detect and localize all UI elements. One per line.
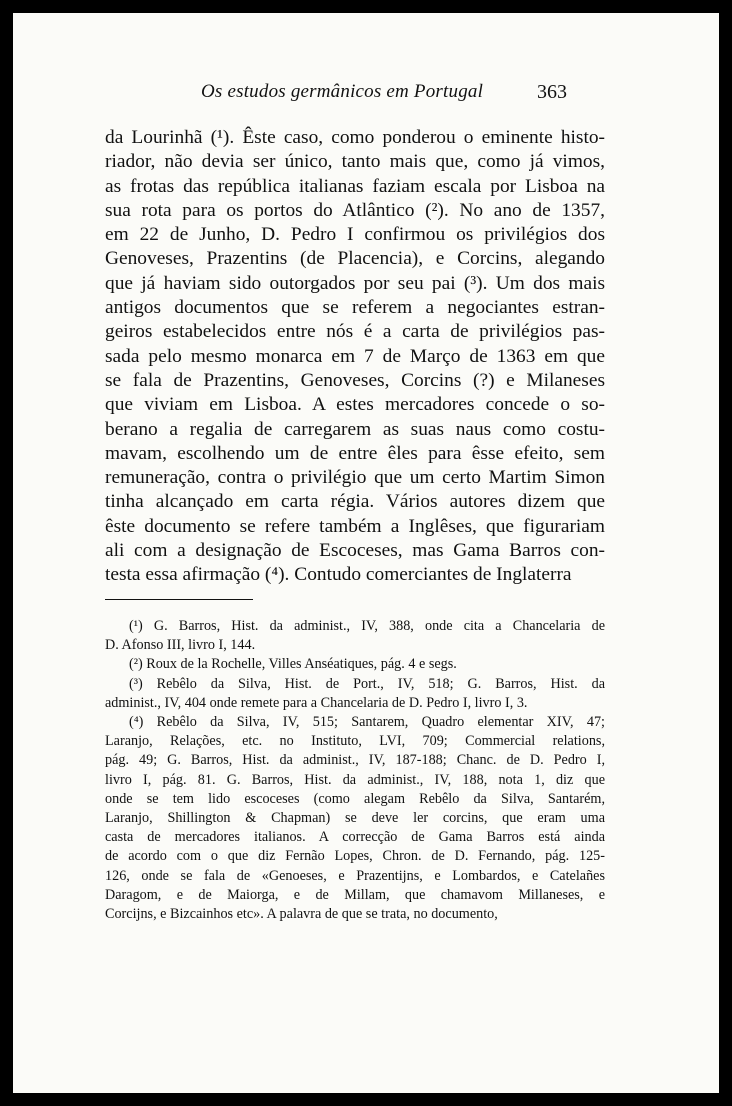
footnote-line: Corcijns, e Bizcainhos etc». A palavra de que se trata, no documento, xyxy=(105,906,498,923)
footnote-line: Laranjo, Shillington & Chapman) se deve ler corcins, que eram uma xyxy=(105,810,605,827)
footnote-line: 126, onde se fala de «Genoeses, e Prazentijns, e Lombardos, e Catelañes xyxy=(105,867,605,884)
body-line: as frotas das república italianas faziam escala por Lisboa na xyxy=(105,175,605,197)
footnote-4 xyxy=(105,713,605,924)
body-line: mavam, escolhendo um de entre êles para êsse efeito, sem xyxy=(105,442,605,464)
footnote-line: administ., IV, 404 onde remete para a Chancelaria de D. Pedro I, livro I, 3. xyxy=(105,694,528,711)
body-line: em 22 de Junho, D. Pedro I confirmou os privilégios dos xyxy=(105,224,605,246)
body-line: que viviam em Lisboa. A estes mercadores concede o so- xyxy=(105,394,605,416)
footnote-line: (³) Rebêlo da Silva, Hist. de Port., IV, 518; G. Barros, Hist. da xyxy=(129,675,605,692)
footnote-separator xyxy=(105,599,253,600)
page-number: 363 xyxy=(537,81,567,103)
body-line: sada pelo mesmo monarca em 7 de Março de 1363 em que xyxy=(105,345,605,367)
book-page xyxy=(13,13,719,1093)
footnote-line: (⁴) Rebêlo da Silva, IV, 515; Santarem, Quadro elementar XIV, 47; xyxy=(129,714,605,731)
body-line: que já haviam sido outorgados por seu pai (³). Um dos mais xyxy=(105,272,605,294)
body-line: antigos documentos que se referem a negociantes estran- xyxy=(105,297,605,319)
body-line: sua rota para os portos do Atlântico (²). No ano de 1357, xyxy=(105,199,605,221)
body-line: berano a regalia de carregarem as suas naus como costu- xyxy=(105,418,605,440)
body-line: testa essa afirmação (⁴). Contudo comerciantes de Inglaterra xyxy=(105,564,572,586)
body-line: ali com a designação de Escoceses, mas Gama Barros con- xyxy=(105,540,605,562)
body-paragraph xyxy=(105,126,605,588)
body-line: geiros estabelecidos entre nós é a carta de privilégios pas- xyxy=(105,321,605,343)
footnote-3 xyxy=(105,675,605,713)
body-line: remuneração, contra o privilégio que um certo Martim Simon xyxy=(105,467,605,489)
body-line: da Lourinhã (¹). Êste caso, como ponderou o eminente histo- xyxy=(105,127,605,148)
body-line: tinha alcançado em carta régia. Vários autores dizem que xyxy=(105,491,605,513)
body-line: riador, não devia ser único, tanto mais que, como já vimos, xyxy=(105,151,605,173)
footnote-line: pág. 49; G. Barros, Hist. da administ., IV, 187-188; Chanc. de D. Pedro I, xyxy=(105,752,605,769)
footnote-line: livro I, pág. 81. G. Barros, Hist. da administ., IV, 188, nota 1, diz que xyxy=(105,771,605,788)
footnote-line: onde se tem lido escoceses (como alegam Rebêlo da Silva, Santarém, xyxy=(105,790,605,807)
footnote-line: (¹) G. Barros, Hist. da administ., IV, 388, onde cita a Chancelaria de xyxy=(129,618,605,634)
footnote-2 xyxy=(105,655,605,674)
body-line: êste documento se refere também a Inglêses, que figurariam xyxy=(105,515,605,537)
footnote-line: de acordo com o que diz Fernão Lopes, Chron. de D. Fernando, pág. 125- xyxy=(105,848,605,865)
body-line: se fala de Prazentins, Genoveses, Corcins (?) e Milaneses xyxy=(105,369,605,391)
footnote-line: Laranjo, Relações, etc. no Instituto, LVI, 709; Commercial relations, xyxy=(105,733,605,750)
footnote-line: casta de mercadores italianos. A correcção de Gama Barros está ainda xyxy=(105,829,605,846)
footnote-line: D. Afonso III, livro I, 144. xyxy=(105,637,256,654)
footnote-1 xyxy=(105,617,605,655)
main-text xyxy=(105,126,605,588)
footnotes xyxy=(105,617,605,924)
running-title: Os estudos germânicos em Portugal xyxy=(201,81,484,102)
running-header xyxy=(13,81,719,111)
footnote-line: (²) Roux de la Rochelle, Villes Anséatiques, pág. 4 e segs. xyxy=(129,656,457,673)
footnote-line: Daragom, e de Maiorga, e de Millam, que chamavom Millaneses, e xyxy=(105,886,605,903)
body-line: Genoveses, Prazentins (de Placencia), e Corcins, alegando xyxy=(105,248,605,270)
